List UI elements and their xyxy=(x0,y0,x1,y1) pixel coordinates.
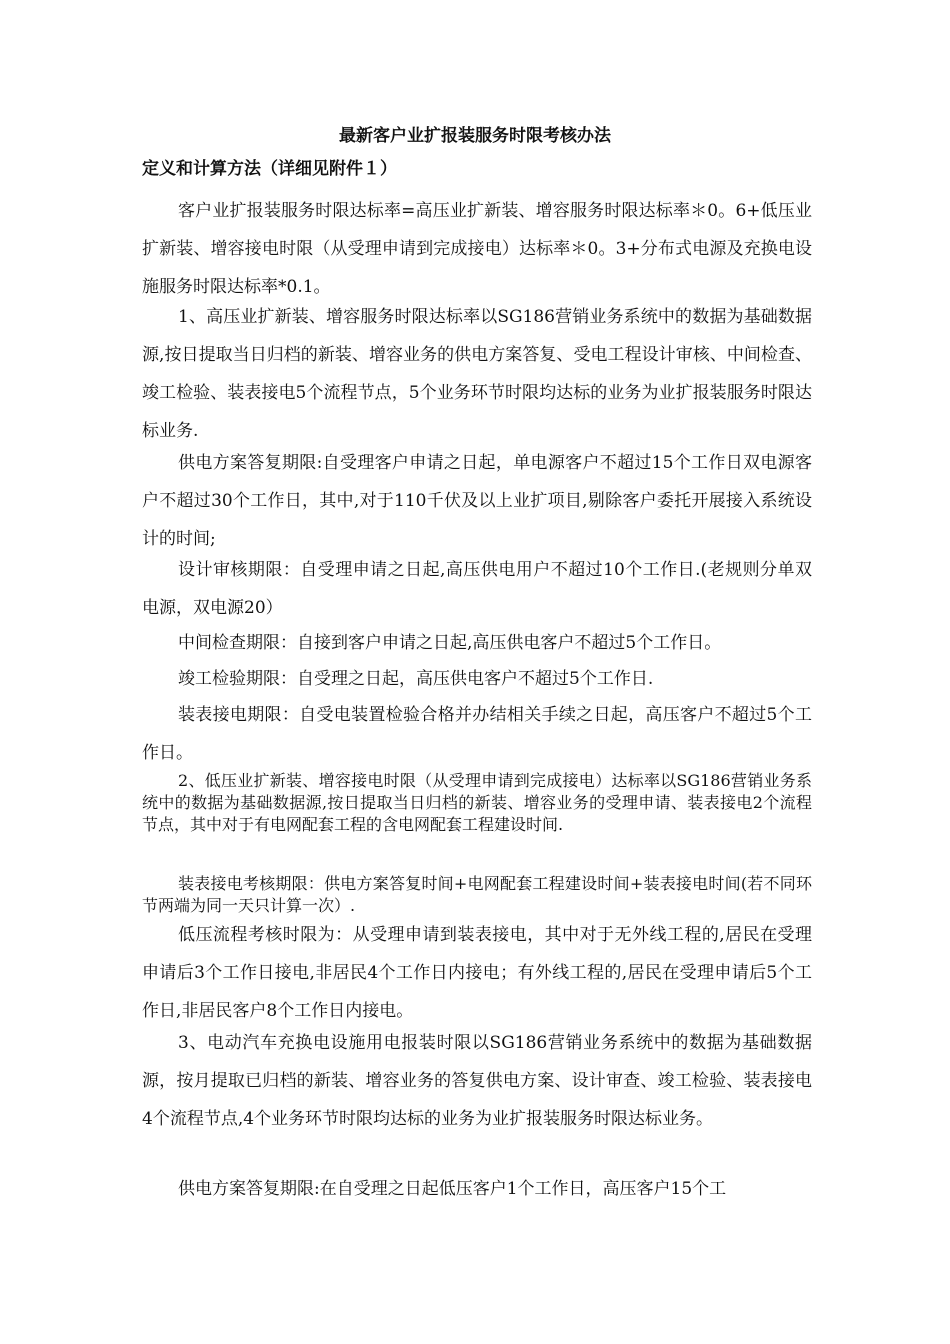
section-heading: 定义和计算方法（详细见附件１） xyxy=(142,159,397,179)
document-title: 最新客户业扩报装服务时限考核办法 xyxy=(339,126,611,146)
paragraph-completion-inspection-deadline: 竣工检验期限：自受理之日起，高压供电客户不超过5个工作日. xyxy=(178,669,654,689)
paragraph-low-voltage-rate: 2、低压业扩新装、增容接电时限（从受理申请到完成接电）达标率以SG186营销业务系统中的数据为基础数据源,按日提取当日归档的新装、增容业务的受理申请、装表接电2个流程节点，其中对于有电网配套工程的含电网配套工程建设时间. xyxy=(142,771,812,834)
paragraph-design-review-deadline: 设计审核期限：自受理申请之日起,高压供电用户不超过10个工作日.(老规则分单双电源，双电源20） xyxy=(142,560,812,618)
paragraph-meter-install-deadline: 装表接电期限：自受电装置检验合格并办结相关手续之日起，高压客户不超过5个工作日。 xyxy=(142,705,812,763)
paragraph-ev-charging-limit: 3、电动汽车充换电设施用电报装时限以SG186营销业务系统中的数据为基础数据源，按月提取已归档的新装、增容业务的答复供电方案、设计审查、竣工检验、装表接电4个流程节点,4个业务环节时限均达标的业务为业扩报装服务时限达标业务。 xyxy=(142,1033,812,1129)
paragraph-ev-supply-plan-deadline: 供电方案答复期限:在自受理之日起低压客户1个工作日，高压客户15个工 xyxy=(178,1179,727,1199)
paragraph-meter-install-assessment: 装表接电考核期限：供电方案答复时间+电网配套工程建设时间+装表接电时间(若不同环节两端为同一天只计算一次）. xyxy=(142,874,812,915)
paragraph-formula: 客户业扩报装服务时限达标率=高压业扩新装、增容服务时限达标率＊0。6+低压业扩新装、增容接电时限（从受理申请到完成接电）达标率＊0。3+分布式电源及充换电设施服务时限达标率*0.1。 xyxy=(142,201,812,297)
paragraph-supply-plan-deadline: 供电方案答复期限:自受理客户申请之日起，单电源客户不超过15个工作日双电源客户不超过30个工作日，其中,对于110千伏及以上业扩项目,剔除客户委托开展接入系统设计的时间; xyxy=(142,453,812,549)
paragraph-low-voltage-process-limit: 低压流程考核时限为：从受理申请到装表接电，其中对于无外线工程的,居民在受理申请后3个工作日接电,非居民4个工作日内接电；有外线工程的,居民在受理申请后5个工作日,非居民客户8个工作日内接电。 xyxy=(142,925,812,1021)
paragraph-high-voltage-rate: 1、高压业扩新装、增容服务时限达标率以SG186营销业务系统中的数据为基础数据源,按日提取当日归档的新装、增容业务的供电方案答复、受电工程设计审核、中间检查、竣工检验、装表接电5个流程节点，5个业务环节时限均达标的业务为业扩报装服务时限达标业务. xyxy=(142,307,812,441)
paragraph-midway-inspection-deadline: 中间检查期限：自接到客户申请之日起,高压供电客户不超过5个工作日。 xyxy=(178,633,722,653)
